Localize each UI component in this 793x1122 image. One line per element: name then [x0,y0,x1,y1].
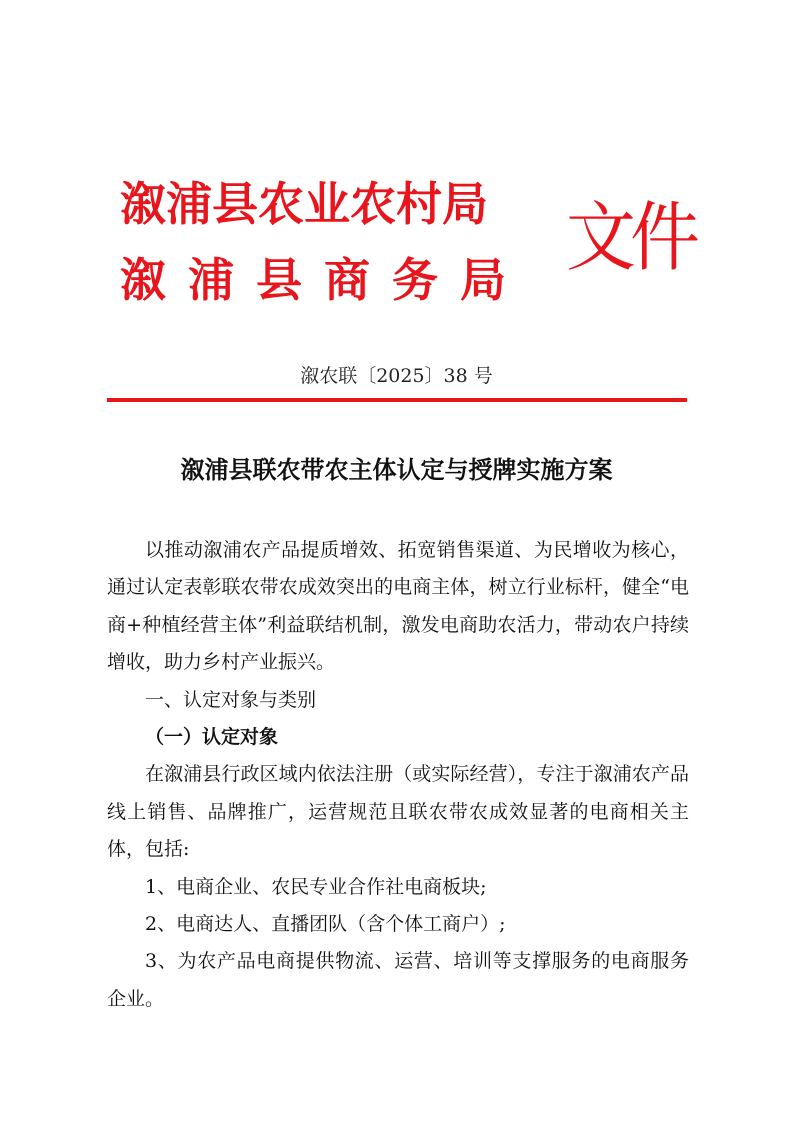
list-item: 2、电商达人、直播团队（含个体工商户）; [145,913,506,936]
org-line-commerce: 溆浦县商务局 [120,253,528,307]
section-heading: 一、认定对象与类别 [145,688,317,711]
document-number: 溆农联〔2025〕38 号 [300,365,493,387]
issuing-organizations [120,166,560,318]
red-divider-line [107,398,687,402]
intro-paragraph: 以推动溆浦农产品提质增效、拓宽销售渠道、为民增收为核心，通过认定表彰联农带农成效突出的电商主体，树立行业标杆，健全“电商+种植经营主体”利益联结机制，激发电商助农活力，带动农户持续增收，助力乡村产业振兴。 [107,539,689,674]
org-line-agriculture: 溆浦县农业农村局 [120,177,488,231]
document-title: 溆浦县联农带农主体认定与授牌实施方案 [180,455,613,484]
document-body [107,532,689,1018]
list-item: 1、电商企业、农民专业合作社电商板块; [145,875,487,898]
document-word: 文件 [566,193,694,282]
subsection-paragraph: 在溆浦县行政区域内依法注册（或实际经营），专注于溆浦农产品线上销售、品牌推广，运营规范且联农带农成效显著的电商相关主体，包括: [107,763,689,861]
subsection-heading: （一）认定对象 [145,726,279,749]
list-item: 3、为农产品电商提供物流、运营、培训等支撑服务的电商服务企业。 [107,950,689,1010]
